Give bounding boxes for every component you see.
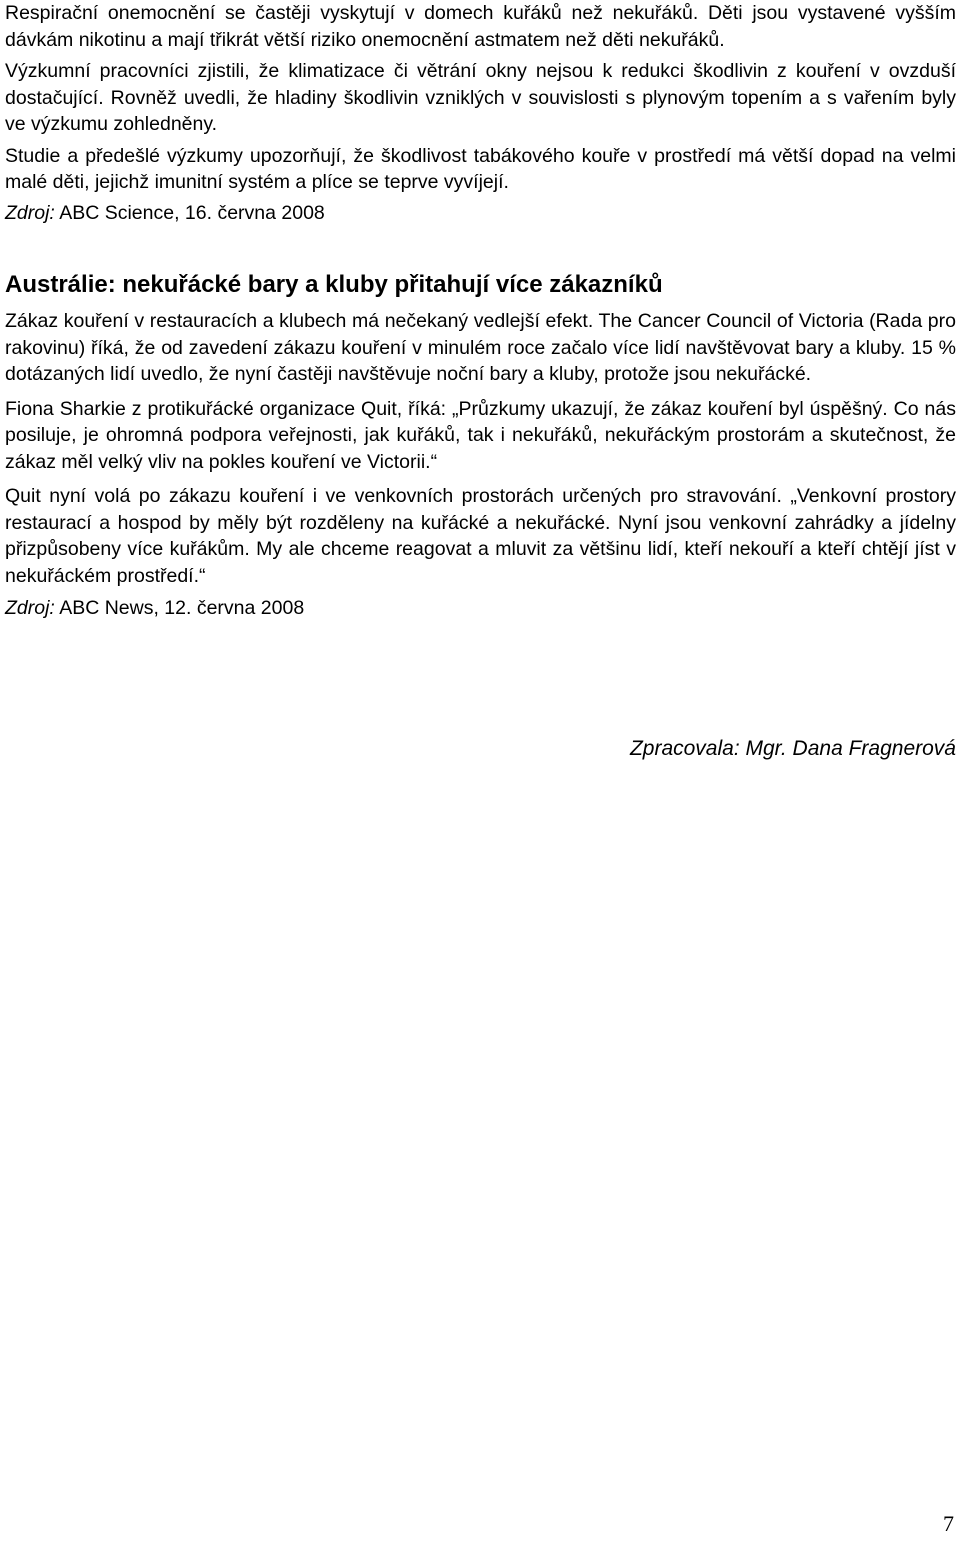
- author-signature: Zpracovala: Mgr. Dana Fragnerová: [629, 737, 956, 760]
- article-australia: [5, 270, 956, 622]
- paragraph: Výzkumní pracovníci zjistili, že klimatizace či větrání okny nejsou k redukci škodlivin z kouření v ovzduší dostačující. Rovněž uvedli, že hladiny škodlivin vzniklých v souvislosti s plynovým topením a s vařením byly ve výzkumu zohledněny.: [5, 60, 956, 135]
- paragraph: Fiona Sharkie z protikuřácké organizace Quit, říká: „Průzkumy ukazují, že zákaz kouření byl úspěšný. Co nás posiluje, je ohromná podpora veřejnosti, jak kuřáků, tak i nekuřáků, nekuřáckým prostorám a skutečnost, že zákaz měl velký vliv na pokles kouření ve Victorii.“: [5, 397, 956, 473]
- page-number: 7: [943, 1511, 954, 1536]
- source-label: Zdroj:: [5, 201, 55, 224]
- article-smoking-homes: [5, 0, 956, 226]
- paragraph: Studie a předešlé výzkumy upozorňují, že škodlivost tabákového kouře v prostředí má větší dopad na velmi malé děti, jejichž imunitní systém a plíce se teprve vyvíjejí.: [5, 144, 956, 193]
- source-label: Zdroj:: [5, 597, 55, 619]
- document-page: [5, 0, 956, 622]
- paragraph: Zákaz kouření v restauracích a klubech má nečekaný vedlejší efekt. The Cancer Council of Victoria (Rada pro rakovinu) říká, že od zavedení zákazu kouření v minulém roce začalo více lidí navštěvovat bary a kluby. 15 % dotázaných lidí uvedlo, že nyní častěji navštěvuje noční bary a kluby, protože jsou nekuřácké.: [5, 310, 956, 385]
- source-line: [5, 200, 956, 227]
- source-line: [5, 595, 956, 622]
- paragraph: Quit nyní volá po zákazu kouření i ve venkovních prostorách určených pro stravování. „Venkovní prostory restaurací a hospod by měly být rozděleny na kuřácké a nekuřácké. Nyní jsou venkovní zahrádky a jídelny přizpůsobeny více kuřákům. My ale chceme reagovat a mluvit za většinu lidí, kteří nekouří a kteří chtějí jíst v nekuřáckém prostředí.“: [5, 485, 956, 587]
- paragraph: Respirační onemocnění se častěji vyskytují v domech kuřáků než nekuřáků. Děti jsou vystavené vyšším dávkám nikotinu a mají třikrát větší riziko onemocnění astmatem než děti nekuřáků.: [5, 2, 956, 51]
- source-text: ABC News, 12. června 2008: [54, 597, 305, 619]
- article-heading: Austrálie: nekuřácké bary a kluby přitahují více zákazníků: [5, 271, 663, 298]
- source-text: ABC Science, 16. června 2008: [54, 201, 325, 224]
